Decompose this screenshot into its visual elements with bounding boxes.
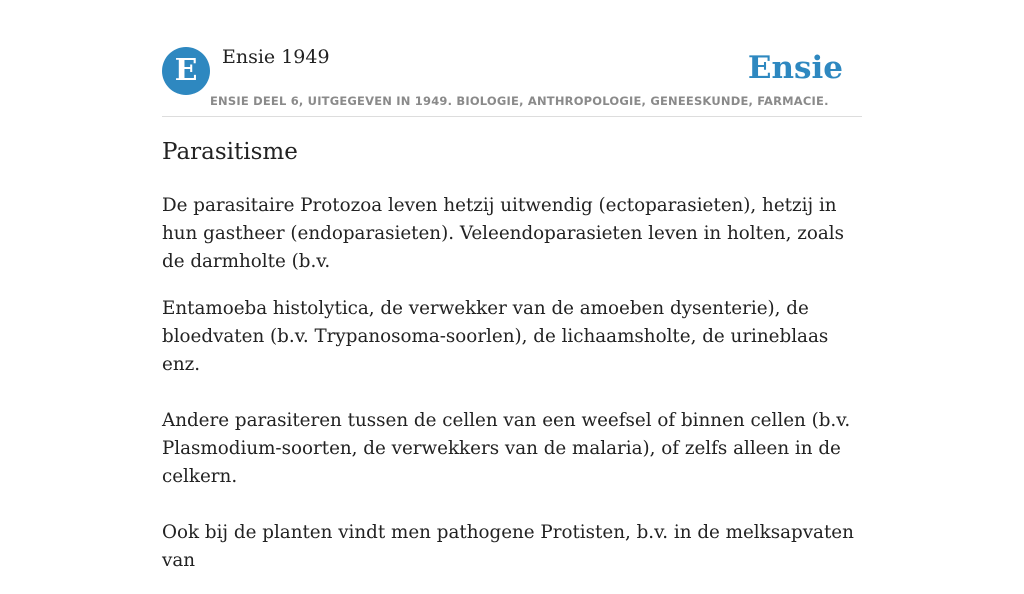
page [162, 0, 862, 571]
entry-paragraph: Entamoeba histolytica, de verwekker van de amoeben dysenterie), de bloedvaten (b.v. Trypanosoma-soorlen), de lichaamsholte, de urineblaas enz. [162, 298, 829, 375]
ensie-logo-icon[interactable]: E [162, 47, 210, 95]
entry-title: Parasitisme [162, 139, 298, 165]
entry-paragraph: De parasitaire Protozoa leven hetzij uitwendig (ectoparasieten), hetzij in hun gastheer (endoparasieten). Veleendoparasieten leven in holten, zoals de darmholte (b.v. [162, 195, 844, 272]
entry-body [162, 192, 862, 594]
site-header [162, 0, 862, 117]
book-subtitle: ENSIE DEEL 6, UITGEGEVEN IN 1949. BIOLOGIE, ANTHROPOLOGIE, GENEESKUNDE, FARMACIE. [210, 94, 829, 108]
entry-paragraph: Ook bij de planten vindt men pathogene Protisten, b.v. in de melksapvaten van [162, 522, 854, 571]
brand-logo-link[interactable]: Ensie [747, 50, 843, 86]
book-title-link[interactable]: Ensie 1949 [222, 46, 330, 68]
entry-paragraph: Andere parasiteren tussen de cellen van een weefsel of binnen cellen (b.v. Plasmodium-soorten, de verwekkers van de malaria), of zelfs alleen in de celkern. [162, 410, 851, 487]
